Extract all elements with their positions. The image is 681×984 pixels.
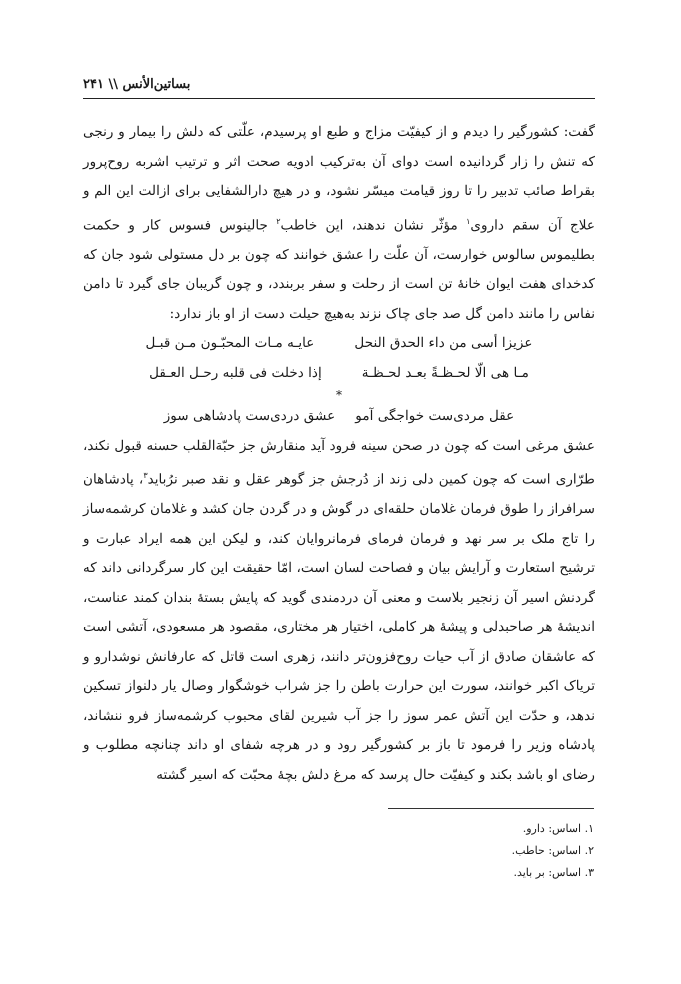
verse-hemistich-right: مـا هی الّا لحـظـةً بعـد لحـظـة xyxy=(361,364,529,381)
footnote-ref-1: ۱ xyxy=(466,216,471,226)
footnote-ref-3: ۳ xyxy=(143,471,148,481)
verse-hemistich-left: عشق دردی‌ست پادشاهی سوز xyxy=(163,408,336,425)
paragraph-2: عشق مرغی است که چون در صحن سینه فرود آید منقارش جز حبّةالقلب حسنه قبول نکند، طرّاری است که چون کمین دلی زند از دُرجش جز گوهر عقل و نقد صبر نرُباید$^۳$، پادشاهان سرافراز را طوق فرمان غلامان حلقه‌ای در گوش و در گردن جان کشد و غلامان کرشمه‌ساز را تاج ملک بر سر نهد و فرمان فرمای فرمانروایان کند، و لیکن این همه ایراد عبارت و ترشیح استعارت و آرایش بیان و فصاحت لسان است، امّا حقیقت این کار سرگردانی داند که گردنش اسیر آن زنجیر بلاست و معنی آن دردمندی گوید که پایش بستهٔ بندان کمند عناست، اندیشهٔ هر صاحبدلی و پیشهٔ هر کاملی، اختیار هر مختاری، مقصود هر مسعودی، آتشی است که عاشقان صادق از آب حیات روح‌فزون‌تر دانند، زهری است قاتل که عارفانش نوشدارو و تریاک اکبر خوانند، سورت این حرارت باطن را جز شراب خوشگوار وصال یار دلنواز تسکین ندهد، و حدّت این آتش عمر سوز را جز آب شیرین لقای محبوب کرشمه‌ساز فرو ننشاند، پادشاه وزیر را فرمود تا باز بر کشورگیر رود و در هرچه شفای او داند چنانچه مطلوب و رضای او باشد بکند و کیفیّت حال پرسد که مرغ دلش بچهٔ محبّت که اسیر گشته xyxy=(83,437,596,783)
footnote-ref-2: ۲ xyxy=(276,216,281,226)
footnote-rule xyxy=(388,808,594,809)
arabic-verses xyxy=(83,329,595,432)
section-separator: * xyxy=(336,388,342,403)
persian-verse xyxy=(83,402,595,432)
footnote-2: ۲. اساس: حاطب. xyxy=(511,844,594,857)
verse-hemistich-left: عایـه مـات المحبّـون مـن قبـل xyxy=(145,335,315,352)
footnote-3: ۳. اساس: بر باید. xyxy=(513,866,594,879)
verse-hemistich-right: عقل مردی‌ست خواجگی آمو xyxy=(355,408,515,425)
main-text xyxy=(83,118,595,790)
header-rule xyxy=(83,98,595,99)
verse-line xyxy=(83,359,595,389)
footnotes xyxy=(380,818,594,884)
paragraph-1: گفت: کشورگیر را دیدم و از کیفیّت مزاج و طبع او پرسیدم، علّتی که دلش را بیمار و رنجی که تنش را زار گردانیده است دوای آن به‌ترکیب ادویه صحت اثر و ترتیب اشربه روح‌پرور بقراط صائب تدبیر را تا روز قیامت میسّر نشود، و در هیچ دارالشفایی برای ازالت این الم و علاج آن سقم داروی$^۱$ مؤثّر نشان ندهند، این خاطب$^۲$ جالینوس فسوس کار و حکمت بطلیموس سالوس خوارست، آن علّت را عشق خوانند که چون بر دل مستولی شود جان که کدخدای هفت ایوان خانهٔ تن است از رحلت و سفر بربندد، و چون گریبان جای گیرد تا دامن نفاس را مانند دامن گل صد جای چاک نزند به‌هیچ حیلت دست از او باز ندارد: xyxy=(83,124,596,322)
running-header: بساتین‌الأنس \\ ۲۴۱ xyxy=(83,77,191,92)
verse-hemistich-right: عزیزا أسی من داء الحدق النحل xyxy=(354,335,533,352)
footnote-1: ۱. اساس: دارو. xyxy=(522,822,594,835)
verse-line xyxy=(83,329,595,359)
verse-hemistich-left: إذا دخلت فی قلبه رحـل العـقل xyxy=(149,364,322,381)
